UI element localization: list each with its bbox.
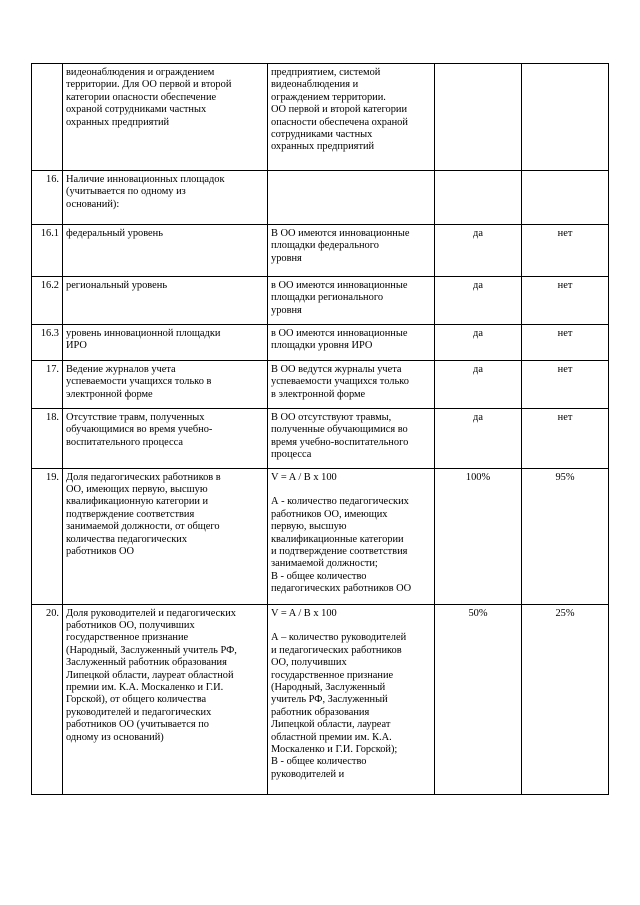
method-line: и педагогических работников — [271, 644, 402, 656]
indicator-line: региональный уровень — [66, 280, 168, 291]
indicator-line: Доля педагогических работников в — [66, 471, 221, 483]
indicator-cell — [63, 64, 268, 171]
method-line: В ОО отсутствуют травмы, — [271, 412, 392, 423]
indicator-line: количества педагогических — [66, 533, 188, 545]
method-line: площадки регионального — [271, 292, 384, 304]
threshold-value-cell: нет — [522, 409, 609, 469]
method-line: руководителей и — [271, 768, 345, 780]
table-row — [32, 325, 609, 361]
method-cell — [268, 325, 435, 361]
row-number: 16.1 — [32, 225, 63, 277]
method-cell — [268, 277, 435, 325]
indicator-line: успеваемости учащихся только в — [66, 376, 212, 388]
indicator-line: (Народный, Заслуженный учитель РФ, — [66, 644, 237, 656]
table-row — [32, 361, 609, 409]
indicator-line: уровень инновационной площадки — [66, 328, 221, 339]
method-line: в ОО имеются инновационные — [271, 328, 408, 339]
method-line: первую, высшую — [271, 521, 347, 533]
indicator-line: работников ОО (учитывается по — [66, 719, 210, 731]
threshold-value-cell — [522, 64, 609, 171]
indicator-line: одному из оснований) — [66, 731, 164, 743]
method-line: учитель РФ, Заслуженный — [271, 694, 388, 706]
target-value-cell — [435, 171, 522, 225]
target-value-cell: да — [435, 409, 522, 469]
method-line: педагогических работников ОО — [271, 583, 412, 595]
table-row — [32, 409, 609, 469]
method-line: областной премии им. К.А. — [271, 731, 392, 743]
target-value-cell: 50% — [435, 604, 522, 794]
threshold-value-cell: 25% — [522, 604, 609, 794]
method-line: (Народный, Заслуженный — [271, 682, 386, 694]
indicator-cell — [63, 277, 268, 325]
method-line: А – количество руководителей — [271, 632, 407, 644]
method-cell — [268, 225, 435, 277]
indicator-cell — [63, 171, 268, 225]
method-line: ОО первой и второй категории — [271, 104, 408, 116]
indicator-line: Наличие инновационных площадок — [66, 174, 225, 185]
indicator-line: Ведение журналов учета — [66, 364, 176, 375]
threshold-value-cell: нет — [522, 277, 609, 325]
method-cell — [268, 361, 435, 409]
indicator-cell — [63, 325, 268, 361]
table-row — [32, 171, 609, 225]
indicator-line: квалификационную категории и — [66, 496, 209, 508]
table-row — [32, 604, 609, 794]
method-line: уровня — [271, 252, 302, 264]
threshold-value-cell: нет — [522, 325, 609, 361]
threshold-value-cell: нет — [522, 225, 609, 277]
method-line: опасности обеспечена охраной — [271, 116, 408, 128]
indicator-line: федеральный уровень — [66, 228, 163, 239]
method-line: процесса — [271, 449, 312, 461]
row-number: 16. — [32, 171, 63, 225]
method-line: квалификационные категории — [271, 533, 404, 545]
method-line: видеонаблюдения и — [271, 79, 359, 91]
indicator-line: Отсутствие травм, полученных — [66, 412, 205, 423]
row-number: 20. — [32, 604, 63, 794]
indicator-line: электронной форме — [66, 388, 153, 400]
method-line: работников ОО, имеющих — [271, 508, 388, 520]
method-cell — [268, 171, 435, 225]
table-row — [32, 225, 609, 277]
method-line: V = A / B x 100 — [271, 471, 337, 483]
target-value-cell: да — [435, 225, 522, 277]
indicator-line: занимаемой должности, от общего — [66, 521, 220, 533]
table-row — [32, 277, 609, 325]
table-row — [32, 64, 609, 171]
target-value-cell: да — [435, 361, 522, 409]
method-cell — [268, 409, 435, 469]
method-cell — [268, 64, 435, 171]
method-line: В ОО имеются инновационные — [271, 228, 410, 239]
method-line: V = A / B x 100 — [271, 607, 337, 619]
indicator-line: Горской), от общего количества — [66, 694, 207, 706]
indicator-line: категории опасности обеспечение — [66, 91, 217, 103]
indicator-line: (учитывается по одному из — [66, 186, 186, 198]
row-number: 18. — [32, 409, 63, 469]
method-line: работник образования — [271, 706, 370, 718]
indicator-line: территории. Для ОО первой и второй — [66, 79, 232, 91]
target-value-cell: 100% — [435, 468, 522, 604]
method-line: занимаемой должности; — [271, 558, 378, 570]
criteria-table-body — [32, 64, 609, 795]
method-line: охранных предприятий — [271, 141, 375, 153]
row-number: 16.3 — [32, 325, 63, 361]
method-line — [271, 620, 431, 632]
indicator-line: ИРО — [66, 340, 87, 352]
method-line — [271, 484, 431, 496]
indicator-line: ОО, имеющих первую, высшую — [66, 484, 208, 496]
indicator-line: государственное признание — [66, 632, 189, 644]
method-line: В ОО ведутся журналы учета — [271, 364, 402, 375]
indicator-line: воспитательного процесса — [66, 436, 184, 448]
row-number — [32, 64, 63, 171]
method-line: А - количество педагогических — [271, 496, 409, 508]
table-row — [32, 468, 609, 604]
row-number: 16.2 — [32, 277, 63, 325]
method-line: уровня — [271, 304, 302, 316]
method-line: Москаленко и Г.И. Горской); — [271, 744, 398, 756]
indicator-cell — [63, 409, 268, 469]
target-value-cell: да — [435, 325, 522, 361]
threshold-value-cell: нет — [522, 361, 609, 409]
method-line: ограждением территории. — [271, 91, 386, 103]
indicator-line: руководителей и педагогических — [66, 706, 212, 718]
threshold-value-cell — [522, 171, 609, 225]
method-line: площадки федерального — [271, 240, 379, 252]
method-line: успеваемости учащихся только — [271, 376, 409, 388]
indicator-cell — [63, 225, 268, 277]
indicator-line: подтверждение соответствия — [66, 508, 195, 520]
indicator-line: работников ОО, получивших — [66, 620, 195, 632]
method-line: и подтверждение соответствия — [271, 546, 408, 558]
indicator-line: оснований): — [66, 198, 120, 210]
row-number: 19. — [32, 468, 63, 604]
method-line: площадки уровня ИРО — [271, 340, 373, 352]
indicator-line: Заслуженный работник образования — [66, 657, 227, 669]
threshold-value-cell: 95% — [522, 468, 609, 604]
method-line: В - общее количество — [271, 756, 367, 768]
method-line: государственное признание — [271, 669, 394, 681]
criteria-table — [31, 63, 609, 795]
indicator-line: Доля руководителей и педагогических — [66, 607, 236, 619]
indicator-line: охранных предприятий — [66, 116, 170, 128]
indicator-line: премии им. К.А. Москаленко и Г.И. — [66, 682, 224, 694]
target-value-cell: да — [435, 277, 522, 325]
method-cell — [268, 468, 435, 604]
indicator-line: обучающимися во время учебно- — [66, 424, 213, 436]
target-value-cell — [435, 64, 522, 171]
method-line: ОО, получивших — [271, 657, 347, 669]
method-line: в электронной форме — [271, 388, 366, 400]
method-line: В - общее количество — [271, 570, 367, 582]
method-line: сотрудниками частных — [271, 129, 373, 141]
method-line: в ОО имеются инновационные — [271, 280, 408, 291]
indicator-line: охраной сотрудниками частных — [66, 104, 207, 116]
indicator-line: видеонаблюдения и ограждением — [66, 67, 215, 78]
indicator-cell — [63, 361, 268, 409]
method-cell — [268, 604, 435, 794]
indicator-cell — [63, 604, 268, 794]
indicator-line: работников ОО — [66, 546, 135, 558]
row-number: 17. — [32, 361, 63, 409]
method-line: полученные обучающимися во — [271, 424, 408, 436]
indicator-cell — [63, 468, 268, 604]
method-line: предприятием, системой — [271, 67, 381, 78]
method-line: время учебно-воспитательного — [271, 436, 409, 448]
method-line: Липецкой области, лауреат — [271, 719, 391, 731]
indicator-line: Липецкой области, лауреат областной — [66, 669, 234, 681]
